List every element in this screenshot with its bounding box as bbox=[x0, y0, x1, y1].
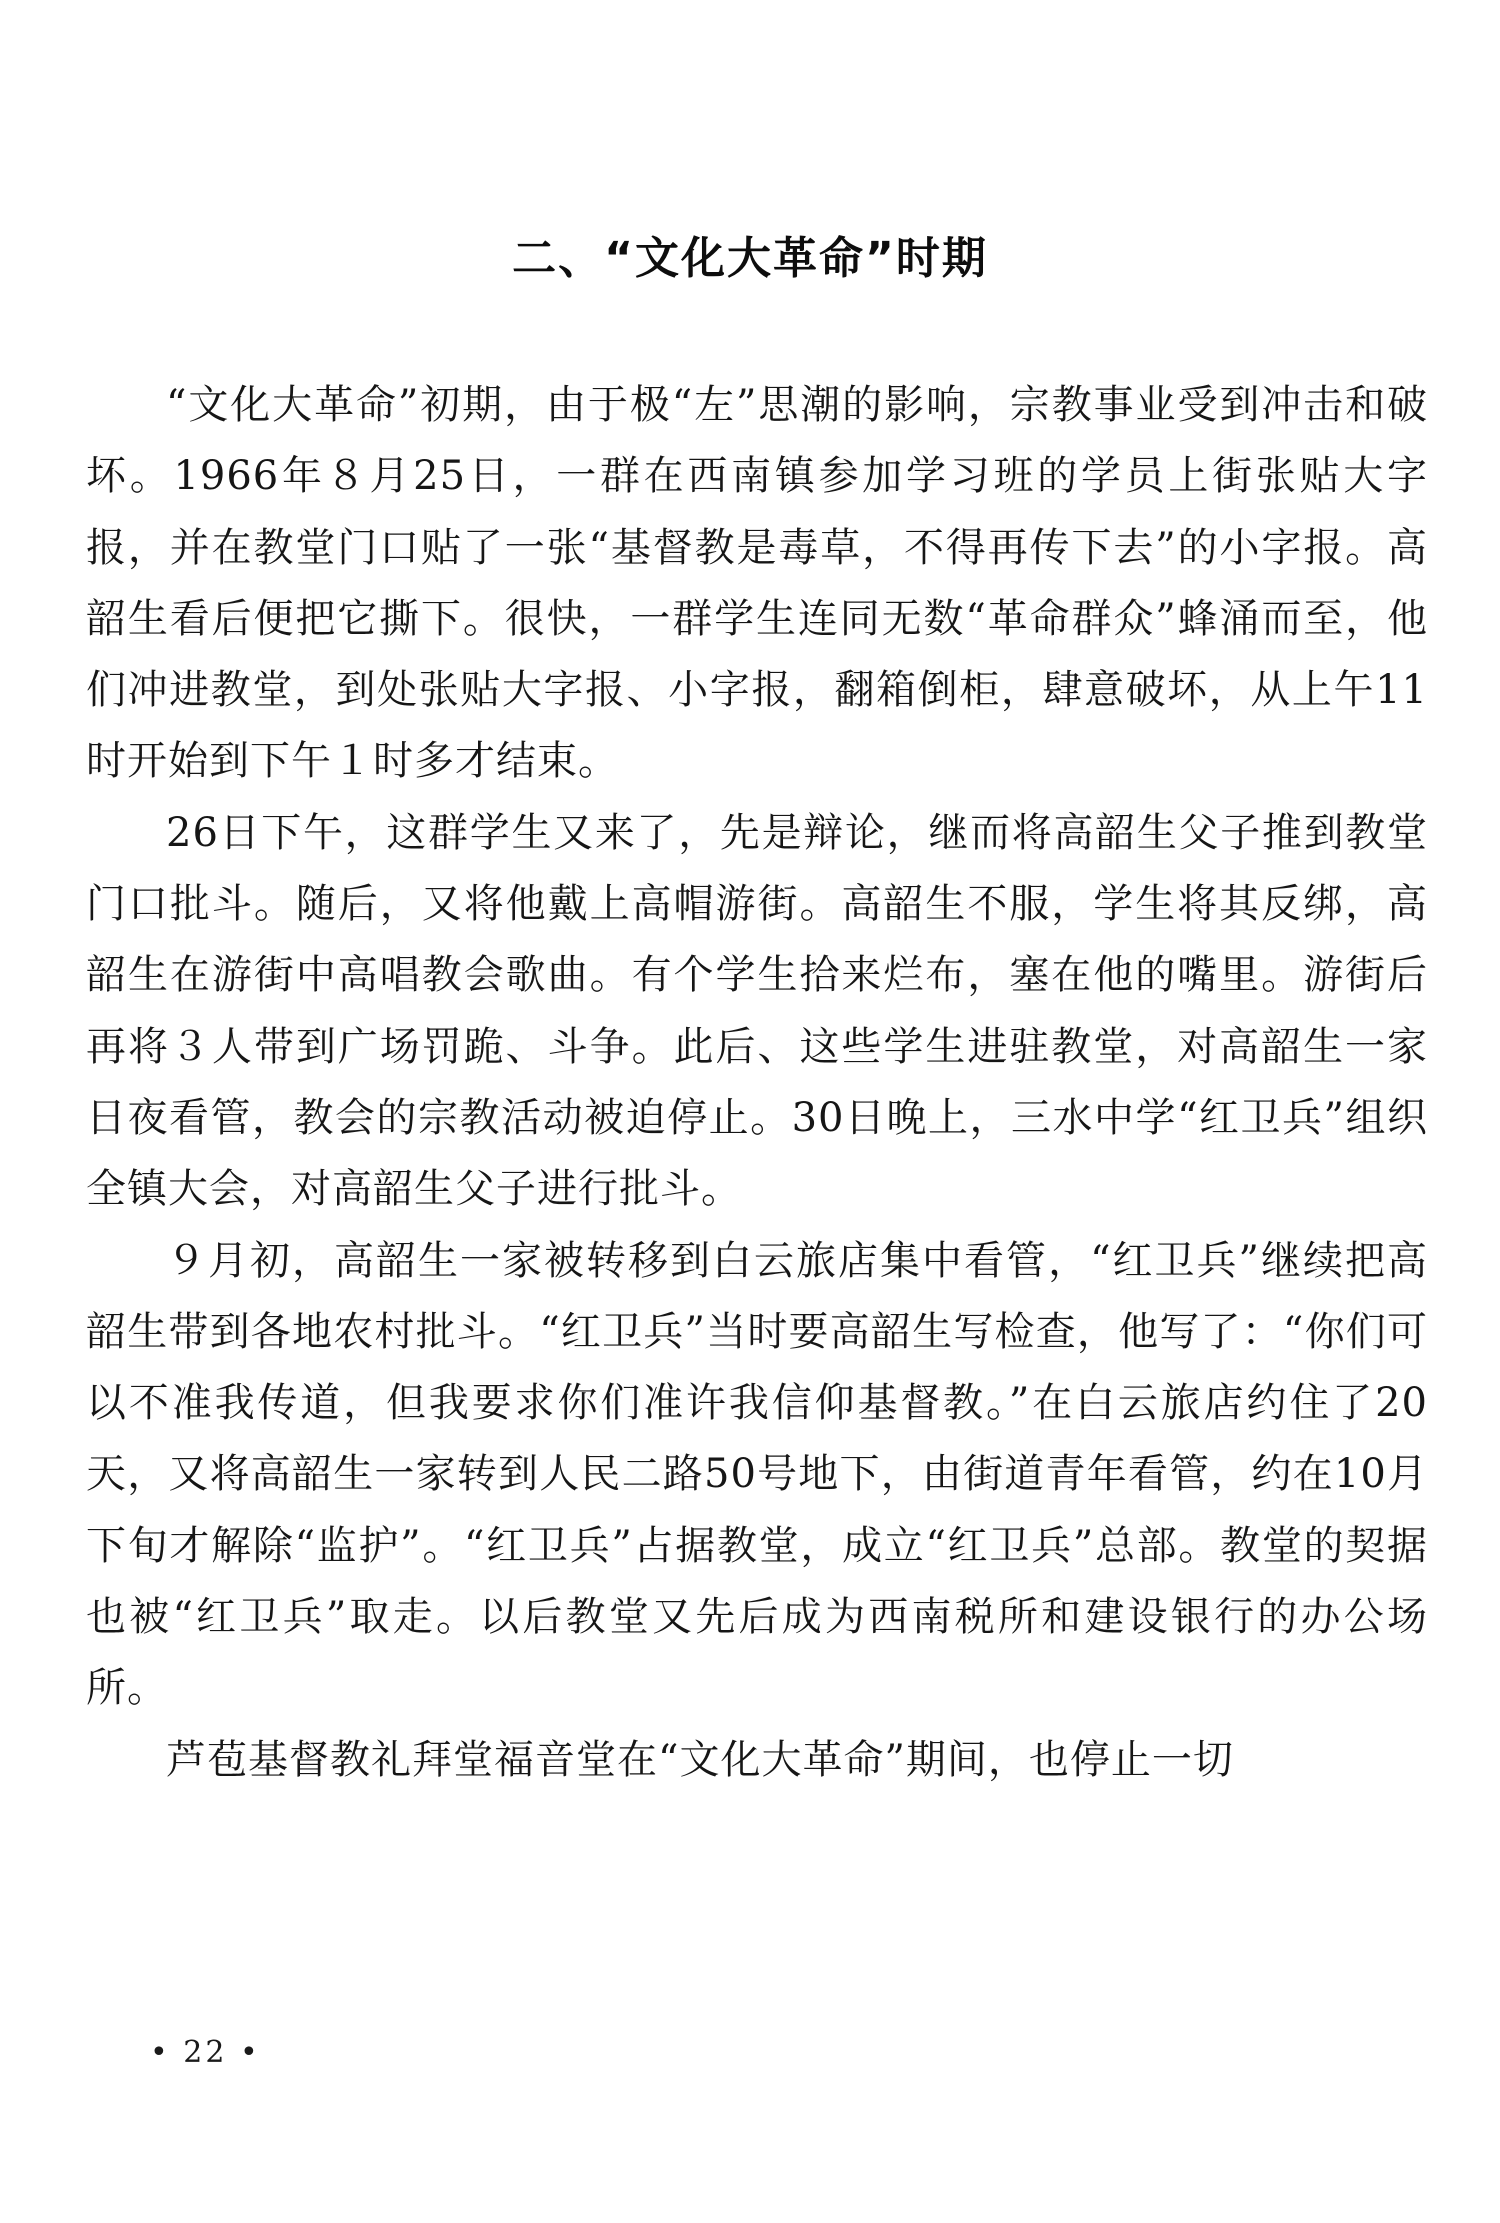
page-number: • 22 • bbox=[150, 2035, 261, 2070]
paragraph-1: “文化大革命”初期，由于极“左”思潮的影响，宗教事业受到冲击和破坏。1966年８月25日，一群在西南镇参加学习班的学员上街张贴大字报，并在教堂门口贴了一张“基督教是毒草，不得再传下去”的小字报。高韶生看后便把它撕下。很快，一群学生连同无数“革命群众”蜂涌而至，他们冲进教堂，到处张贴大字报、小字报，翻箱倒柜，肆意破坏，从上午11时开始到下午１时多才结束。 bbox=[86, 382, 1428, 785]
body-text bbox=[86, 370, 1428, 1796]
paragraph-3: ９月初，高韶生一家被转移到白云旅店集中看管，“红卫兵”继续把高韶生带到各地农村批斗。“红卫兵”当时要高韶生写检查，他写了：“你们可以不准我传道，但我要求你们准许我信仰基督教。”在白云旅店约住了20天，又将高韶生一家转到人民二路50号地下，由街道青年看管，约在10月下旬才解除“监护”。“红卫兵”占据教堂，成立“红卫兵”总部。教堂的契据也被“红卫兵”取走。以后教堂又先后成为西南税所和建设银行的办公场所。 bbox=[86, 1237, 1428, 1712]
paragraph-2: 26日下午，这群学生又来了，先是辩论，继而将高韶生父子推到教堂门口批斗。随后，又将他戴上高帽游街。高韶生不服，学生将其反绑，高韶生在游街中高唱教会歌曲。有个学生拾来烂布，塞在他的嘴里。游街后再将３人带到广场罚跪、斗争。此后、这些学生进驻教堂，对高韶生一家日夜看管，教会的宗教活动被迫停止。30日晚上，三水中学“红卫兵”组织全镇大会，对高韶生父子进行批斗。 bbox=[86, 809, 1428, 1213]
section-heading: 二、“文化大革命”时期 bbox=[512, 233, 988, 284]
paragraph-4: 芦苞基督教礼拜堂福音堂在“文化大革命”期间，也停止一切 bbox=[166, 1736, 1234, 1783]
